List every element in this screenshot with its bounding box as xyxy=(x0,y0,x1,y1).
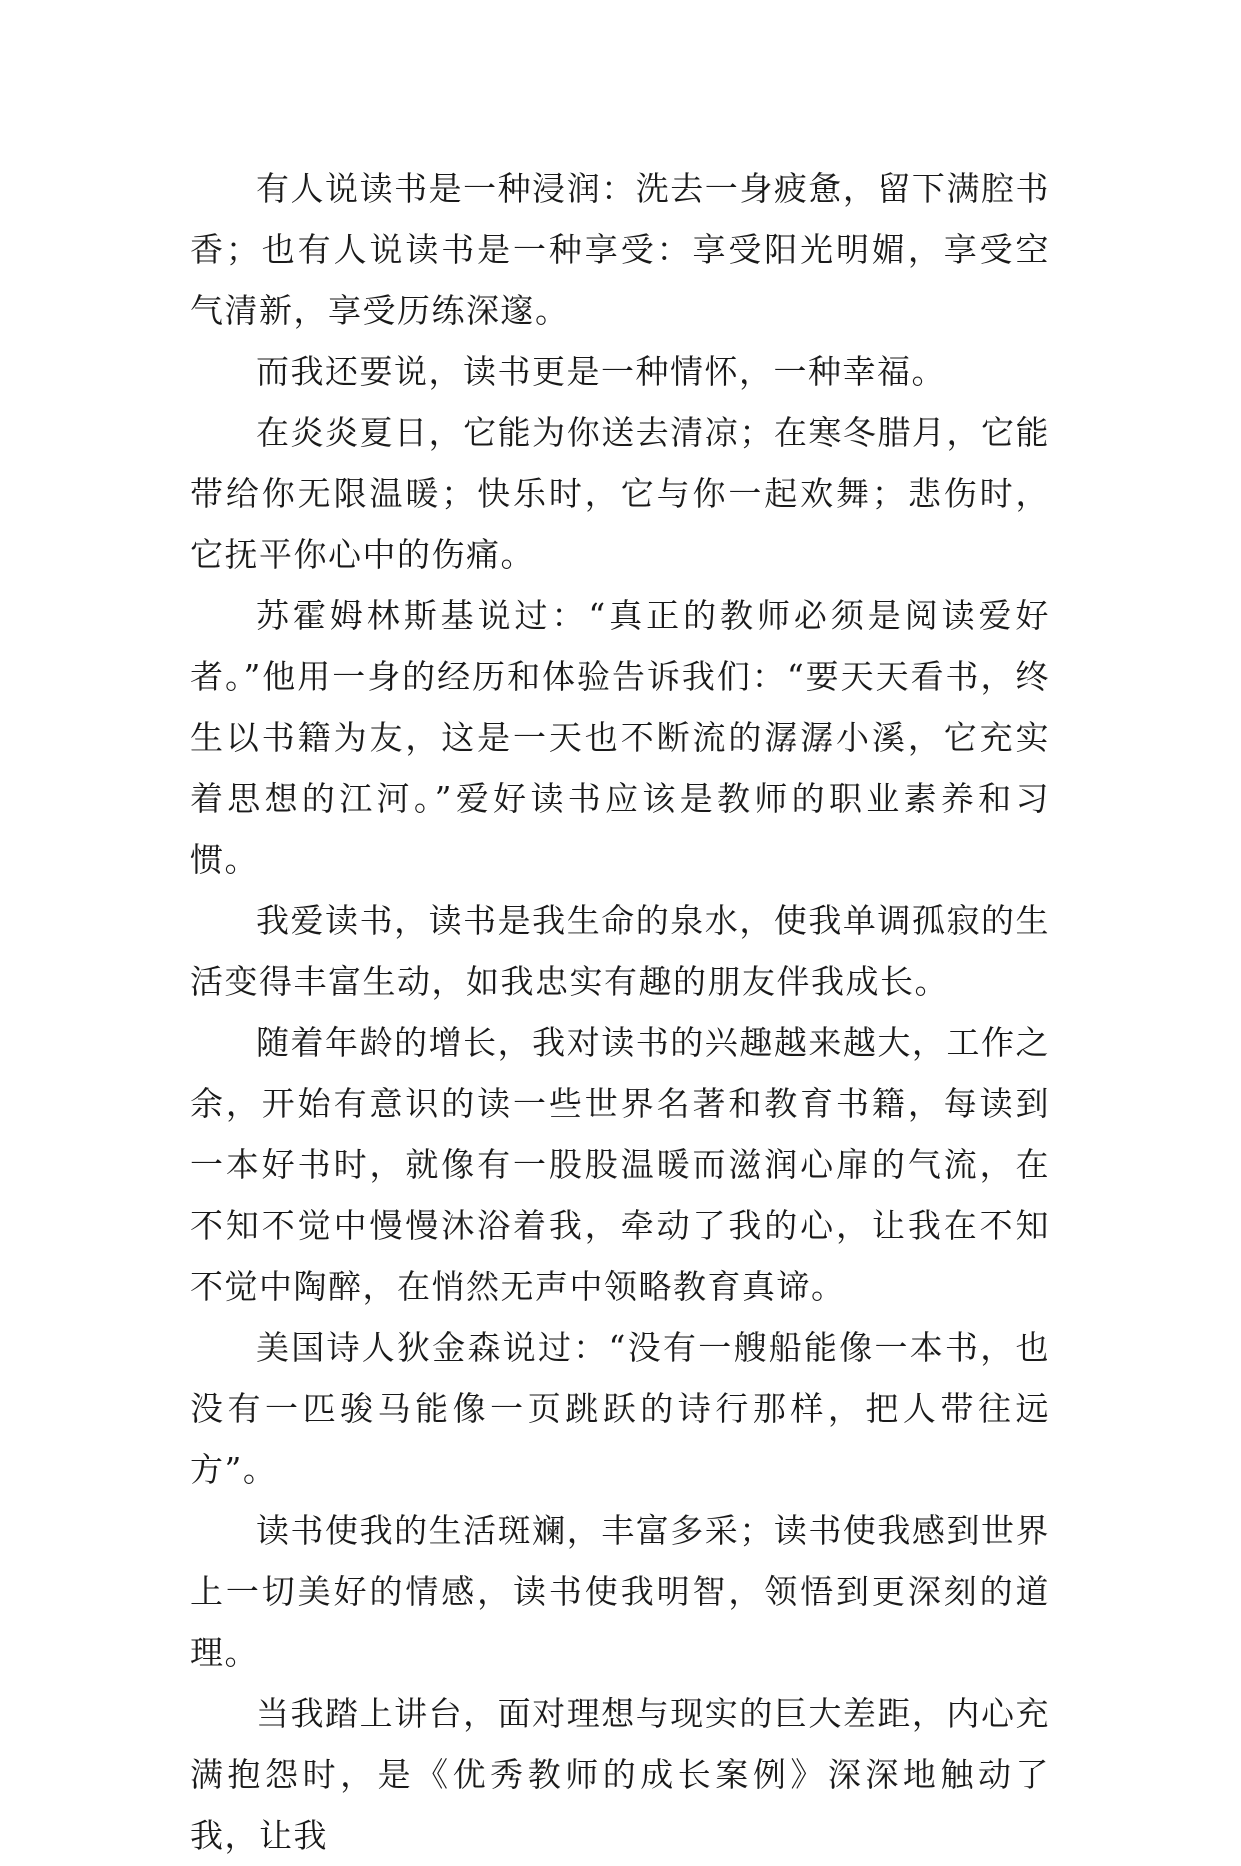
paragraph-5: 我爱读书，读书是我生命的泉水，使我单调孤寂的生活变得丰富生动，如我忠实有趣的朋友伴我成长。 xyxy=(190,901,1050,1001)
paragraph-1: 有人说读书是一种浸润：洗去一身疲惫，留下满腔书香；也有人说读书是一种享受：享受阳光明媚，享受空气清新，享受历练深邃。 xyxy=(190,169,1050,330)
paragraph-6: 随着年龄的增长，我对读书的兴趣越来越大，工作之余，开始有意识的读一些世界名著和教育书籍，每读到一本好书时，就像有一股股温暖而滋润心扉的气流，在不知不觉中慢慢沐浴着我，牵动了我的心，让我在不知不觉中陶醉，在悄然无声中领略教育真谛。 xyxy=(190,1023,1050,1306)
paragraph-4: 苏霍姆林斯基说过：“真正的教师必须是阅读爱好者。”他用一身的经历和体验告诉我们：“要天天看书，终生以书籍为友，这是一天也不断流的潺潺小溪，它充实着思想的江河。”爱好读书应该是教师的职业素养和习惯。 xyxy=(190,596,1050,879)
paragraph-3: 在炎炎夏日，它能为你送去清凉；在寒冬腊月，它能带给你无限温暖；快乐时，它与你一起欢舞；悲伤时，它抚平你心中的伤痛。 xyxy=(190,413,1050,574)
document-body xyxy=(190,158,1050,1866)
paragraph-8: 读书使我的生活斑斓，丰富多采；读书使我感到世界上一切美好的情感，读书使我明智，领悟到更深刻的道理。 xyxy=(190,1511,1050,1672)
paragraph-2: 而我还要说，读书更是一种情怀，一种幸福。 xyxy=(256,352,946,391)
paragraph-7: 美国诗人狄金森说过：“没有一艘船能像一本书，也没有一匹骏马能像一页跳跃的诗行那样，把人带往远方”。 xyxy=(190,1328,1050,1489)
paragraph-9: 当我踏上讲台，面对理想与现实的巨大差距，内心充满抱怨时，是《优秀教师的成长案例》深深地触动了我，让我 xyxy=(190,1694,1050,1855)
